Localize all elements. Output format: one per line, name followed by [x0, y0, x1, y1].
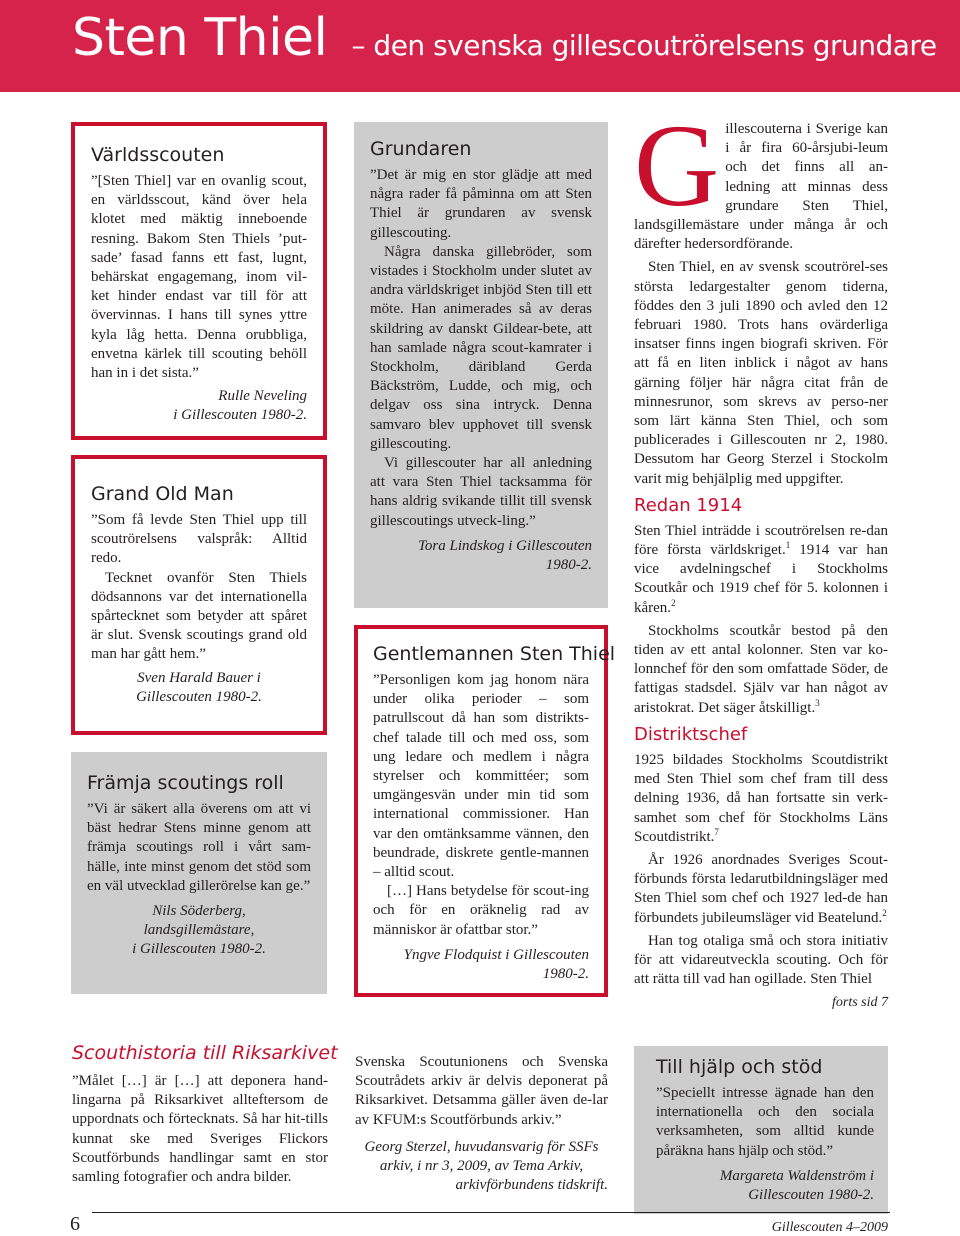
grand-old-man-p1: ”Som få levde Sten Thiel upp till scoutrörelsens valspråk: Alltid redo.: [91, 512, 307, 567]
intro-paragraph: [634, 100, 888, 254]
main-p1: Sten Thiel, en av svensk scoutrörel-ses största ledargestalter genom tiderna, föddes den 3 juli 1890 och avled den 12 februari 1980. Trots hans ovärderliga insatser finns ingen biografi skriven. För att få en liten inblick i något av hans gärning följer här några citat från de minnesrunor, som skrevs av perso-ner som lärt känna Sten Thiel, och som publicerades i Gillescouten nr 2, 1980. Dessutom har Georg Sterzel i Stockolm varit mig behjälplig med uppgifter.: [634, 259, 888, 487]
grundaren-heading: Grundaren: [370, 138, 472, 160]
redan-1914-heading: Redan 1914: [634, 494, 743, 516]
drop-cap: G: [634, 100, 720, 231]
redan-text-b: 1914 var han vice avdelningschef i Stockholms Scoutkår och 1919 chef för 5. kolonnen i kåren.: [634, 542, 889, 616]
distriktschef-heading: Distriktschef: [634, 723, 748, 745]
riksarkivet-heading: Scouthistoria till Riksarkivet: [72, 1042, 338, 1064]
grundaren-p3: Vi gillescouter har all anledning att vara Sten Thiel tacksamma för hans aldrig svikande tillit till svensk gillescoutings utveck-ling.”: [370, 455, 592, 529]
varldsscouten-attr2: i Gillescouten 1980-2.: [173, 407, 307, 424]
footnote-ref: 2: [882, 907, 887, 918]
grand-old-man-attr1: Sven Harald Bauer i: [137, 669, 261, 686]
grand-old-man-p2: Tecknet ovanför Sten Thiels dödsannons var det internationella spårtecknet som betyder att spåret är slut. Svensk scoutings grand old man har gått hem.”: [91, 569, 307, 663]
framja-attr1: Nils Söderberg,: [152, 903, 246, 920]
riksarkivet-attr2: arkiv, i nr 3, 2009, av Tema Arkiv,: [379, 1158, 584, 1175]
varldsscouten-attr1: Rulle Neveling: [218, 388, 307, 405]
footnote-ref: 3: [815, 697, 820, 708]
grundaren-p2: Några danska gillebröder, som vistades i Stockholm under slutet av andra världskriget inbjöd Sten till ett möte. Han animerades så av deras skildring av danskt Gildear-bete, att han samlade några scout-kamrater i Stockholm, däribland Gerda Bäckström, Ludde, och mig, och delgav oss sina intryck. Denna samvaro blev upphovet till svensk gillescouting.: [370, 243, 592, 452]
grundaren-attr1: Tora Lindskog i Gillescouten: [417, 537, 592, 554]
footer-rule: [92, 1212, 890, 1213]
stockholm-text-a: Stockholms scoutkår bestod på den tiden av ett antal kolonner. Sten var ko-lonnchef för den som omfattade Söder, de fattigas stadsdel. Själv var han något av aristokrat. Det säger åtskilligt.: [634, 622, 888, 716]
grundaren-box: [354, 122, 608, 608]
grand-old-man-box: [71, 455, 327, 735]
grand-old-man-attr2: Gillescouten 1980-2.: [136, 688, 262, 705]
text-1926-a: År 1926 anordnades Sveriges Scout-förbunds första ledarutbildningsläger med Sten Thiel som chef och 1927 led-de han förbundets jubileumsläger vid Beatelund.: [634, 851, 888, 926]
footnote-ref: 1: [785, 540, 791, 551]
varldsscouten-box: [71, 122, 327, 440]
footer-magazine: Gillescouten 4–2009: [771, 1220, 888, 1235]
title-banner: [0, 0, 960, 92]
gentlemannen-heading: Gentlemannen Sten Thiel: [373, 643, 616, 665]
varldsscouten-text: ”[Sten Thiel] var en ovanlig scout, en världsscout, känd över hela klotet med mäktig inneboende resning. Bakom Sten Thiels ’put-sade’ fasad fanns ett fast, lugnt, behärskat engagemang, inom vil-ket hinder endast var till för att övervinnas. I hans till synes yttre kyla låg hetta. Denna orubbliga, envetna kärlek till scouting behöll han in i det sista.”: [91, 173, 307, 382]
framja-attr3: i Gillescouten 1980-2.: [132, 941, 266, 958]
framja-box: [71, 752, 327, 994]
redan-text-a: Sten Thiel inträdde i scoutrörelsen re-dan före första världskriget.: [634, 522, 888, 559]
gentlemannen-attr1: Yngve Flodquist i Gillescouten: [403, 946, 589, 963]
grundaren-attr2: 1980-2.: [545, 557, 592, 574]
distrikt-text-a: 1925 bildades Stockholms Scoutdistrikt med Sten Thiel som chef fram till dess delning 1936, då han fortsatte sin verk-samhet som chef för Stockholms Läns Scoutdistrikt.: [634, 751, 888, 845]
main-article: [634, 100, 889, 1011]
varldsscouten-heading: Världsscouten: [91, 144, 225, 166]
till-hjalp-text: ”Speciellt intresse ägnade han den internationella och den sociala verksamheten, som alltid kunde påräkna hans hjälp och stöd.”: [656, 1085, 874, 1159]
gentlemannen-attr2: 1980-2.: [542, 966, 589, 983]
stockholm-text: [634, 622, 888, 718]
framja-text: ”Vi är säkert alla överens om att vi bäst hedrar Stens minne genom att främja scoutings roll i vårt sam-hälle, inte minst genom det stöd som en väl utvecklad gillerörelse kan ge.”: [87, 801, 311, 894]
grand-old-man-heading: Grand Old Man: [91, 483, 234, 505]
gentlemannen-p2: […] Hans betydelse för scout-ing och för en oräknelig rad av människor är ofattbar stor.”: [373, 883, 589, 938]
till-hjalp-attr2: Gillescouten 1980-2.: [748, 1187, 874, 1204]
page-title-main: Sten Thiel: [72, 8, 328, 68]
grundaren-p1: ”Det är mig en stor glädje att med några rader få påminna om att Sten Thiel är grundaren av svensk gillescouting.: [370, 167, 592, 241]
page-title: [72, 8, 937, 68]
footnote-ref: 7: [714, 826, 719, 837]
till-hjalp-box: [634, 1046, 888, 1214]
redan-1914-text: [634, 522, 888, 618]
till-hjalp-attr1: Margareta Waldenström i: [719, 1167, 874, 1184]
text-1926: [634, 851, 888, 928]
riksarkivet-continuation: [355, 1053, 608, 1195]
continued-link: forts sid 7: [831, 995, 888, 1011]
riksarkivet-attr1: Georg Sterzel, huvudansvarig för SSFs: [364, 1138, 599, 1155]
framja-attr2: landsgillemästare,: [143, 922, 255, 939]
otaliga-text: Han tog otaliga små och stora initiativ för att vidareutveckla scouting. Och för att rätta till vad han ogillade. Sten Thiel: [634, 932, 888, 988]
till-hjalp-heading: Till hjälp och stöd: [656, 1056, 823, 1078]
riksarkivet-text: ”Målet […] är […] att deponera hand-lingarna på Riksarkivet allteftersom de uppordnats och förtecknats. Så har hit-tills kunnat ske med Sveriges Flickors Scoutförbunds handlingar samt en stor samling fotografier och andra bilder.: [72, 1073, 328, 1186]
gentlemannen-box: [354, 625, 616, 997]
distrikt-text: [634, 751, 888, 847]
page-subtitle: – den svenska gillescoutrörelsens grundare: [351, 29, 937, 62]
riksarkivet-cont-text: Svenska Scoutunionens och Svenska Scoutrådets arkiv är delvis deponerat på Riksarkivet. Detsamma gäller även de-lar av KFUM:s Scoutförbunds arkiv.”: [355, 1054, 608, 1128]
footnote-ref: 2: [671, 597, 676, 608]
intro-text: illescouterna i Sverige kan i år fira 60-årsjubi-leum och det finns all an-ledning att minnas dess grundare Sten Thiel, landsgillemästare under många år och därefter hedersordförande.: [634, 121, 888, 253]
page-number: 6: [70, 1213, 80, 1235]
framja-heading: Främja scoutings roll: [87, 772, 284, 794]
riksarkivet-attr3: arkivförbundens tidskrift.: [455, 1177, 608, 1194]
gentlemannen-p1: ”Personligen kom jag honom nära under olika perioder – som patrullscout då han som distrikts-chef talade till och med oss, som ung ledare och medlem i några styrelser och kommittéer; som umgängesvän under min tid som international commissioner. Han var den omtänksamme vännen, den beundrade, diskrete gentle-mannen – alltid scout.: [373, 672, 589, 881]
riksarkivet-section: [72, 1042, 338, 1187]
